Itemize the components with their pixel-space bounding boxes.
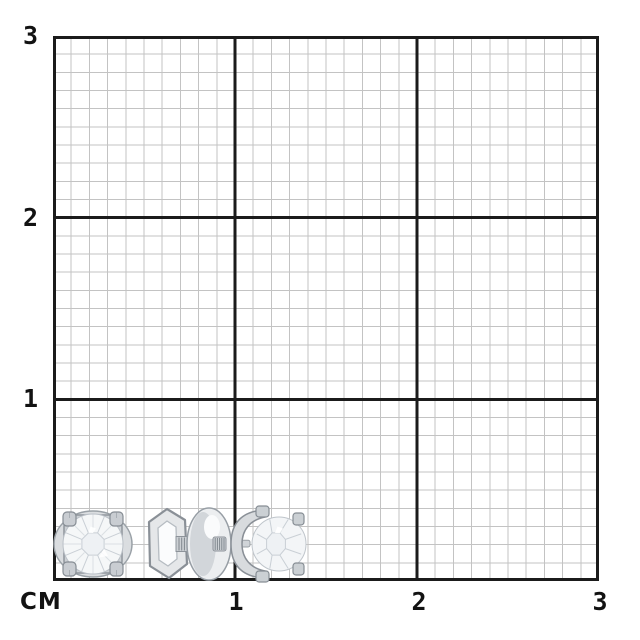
earring-front-view	[54, 511, 132, 577]
y-axis-label-3: 3	[22, 21, 38, 50]
y-axis-label-1: 1	[22, 384, 38, 413]
x-axis-label-2: 2	[411, 587, 427, 616]
y-axis-label-2: 2	[22, 203, 38, 232]
unit-label-cm: СМ	[20, 589, 62, 615]
x-axis-label-1: 1	[228, 587, 244, 616]
earrings-product-photo	[40, 498, 315, 590]
earring-side-view	[231, 506, 306, 582]
x-axis-label-3: 3	[592, 587, 608, 616]
